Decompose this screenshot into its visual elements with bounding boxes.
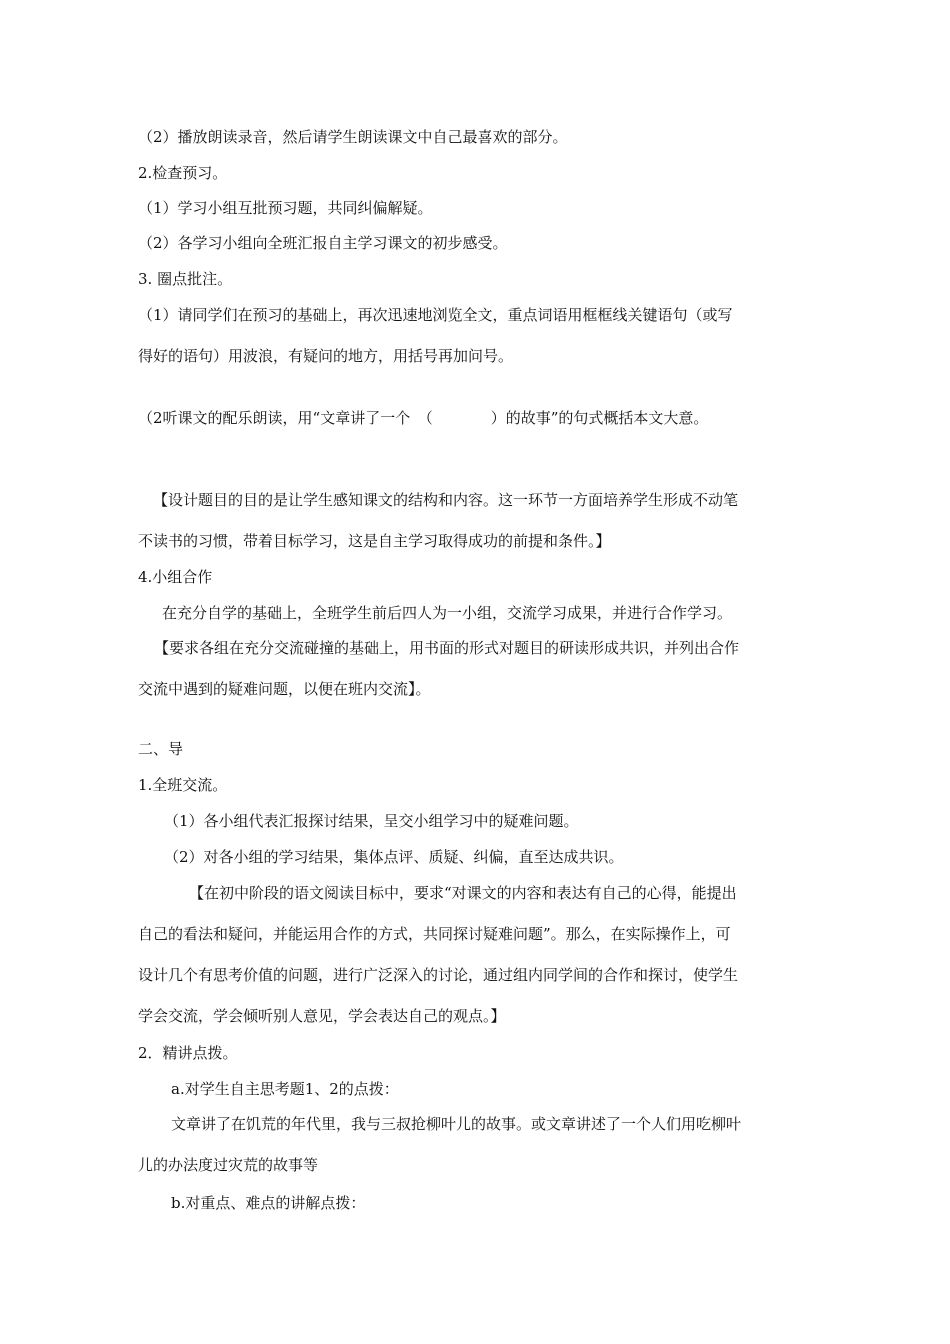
design-note: 【设计题目的目的是让学生感知课文的结构和内容。这一环节一方面培养学生形成不动笔 (153, 491, 739, 509)
text-line: （1）各小组代表汇报探讨结果，呈交小组学习中的疑难问题。 (164, 812, 579, 830)
design-note: 不读书的习惯，带着目标学习，这是自主学习取得成功的前提和条件。】 (138, 532, 611, 550)
section-heading: 2．精讲点拨。 (138, 1044, 238, 1062)
text-line: （1）学习小组互批预习题，共同纠偏解疑。 (138, 199, 433, 217)
section-heading: 1.全班交流。 (138, 776, 228, 794)
section-heading: 2.检查预习。 (138, 164, 228, 182)
text-line: a.对学生自主思考题1、2的点拨： (171, 1080, 399, 1098)
section-heading: 4.小组合作 (138, 568, 213, 586)
design-note: 交流中遇到的疑难问题，以便在班内交流】。 (138, 680, 431, 698)
design-note: 学会交流，学会倾听别人意见，学会表达自己的观点。】 (138, 1007, 506, 1025)
design-note: 【要求各组在充分交流碰撞的基础上，用书面的形式对题目的研读形成共识，并列出合作 (154, 639, 740, 657)
text-line: 儿的办法度过灾荒的故事等 (138, 1156, 319, 1174)
design-note: 自己的看法和疑问，并能运用合作的方式，共同探讨疑难问题”。那么，在实际操作上，可 (138, 925, 731, 943)
text-fragment: ）的故事”的句式概括本文大意。 (490, 409, 709, 427)
text-line: 在充分自学的基础上，全班学生前后四人为一小组，交流学习成果，并进行合作学习。 (162, 604, 733, 622)
text-line: （2）各学习小组向全班汇报自主学习课文的初步感受。 (138, 234, 508, 252)
text-line: 文章讲了在饥荒的年代里，我与三叔抢柳叶儿的故事。或文章讲述了一个人们用吃柳叶 (171, 1115, 742, 1133)
text-line: b.对重点、难点的讲解点拨： (171, 1194, 366, 1212)
section-heading: 3. 圈点批注。 (138, 270, 233, 288)
text-line: （1）请同学们在预习的基础上，再次迅速地浏览全文，重点词语用框框线关键语句（或写 (138, 306, 733, 324)
text-line: （2）对各小组的学习结果，集体点评、质疑、纠偏，直至达成共识。 (164, 848, 624, 866)
text-fragment: （2听课文的配乐朗读，用“文章讲了一个 （ (138, 409, 433, 427)
text-line (138, 408, 818, 428)
text-line: 得好的语句）用波浪，有疑问的地方，用括号再加问号。 (138, 347, 514, 365)
section-heading: 二、导 (138, 740, 184, 758)
text-line: （2）播放朗读录音，然后请学生朗读课文中自己最喜欢的部分。 (138, 128, 568, 146)
design-note: 【在初中阶段的语文阅读目标中，要求“对课文的内容和表达有自己的心得，能提出 (189, 884, 737, 902)
design-note: 设计几个有思考价值的问题，进行广泛深入的讨论，通过组内同学间的合作和探讨，使学生 (138, 966, 739, 984)
